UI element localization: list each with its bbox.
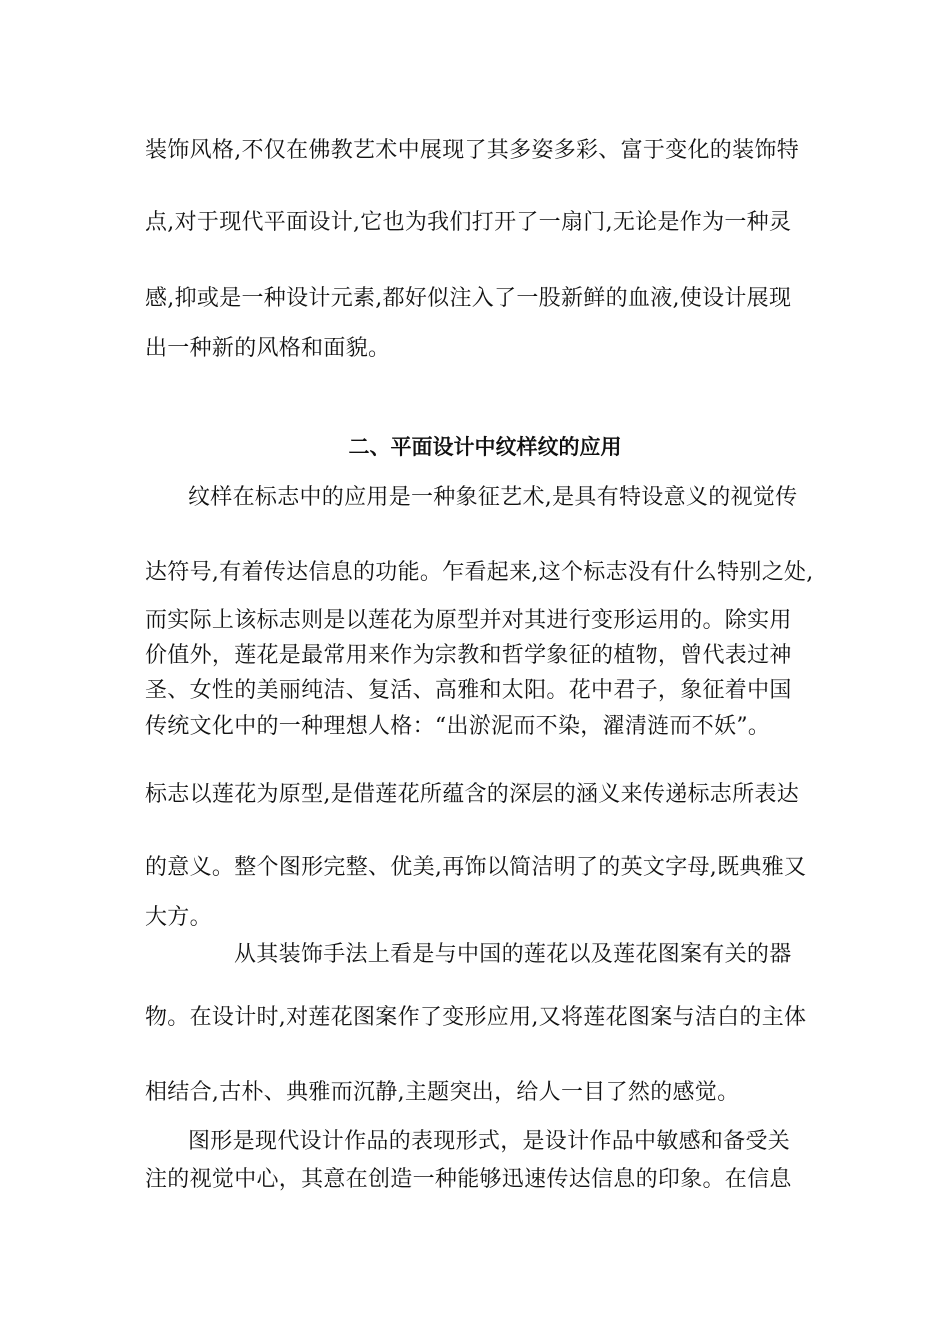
paragraph-line: 物。在设计时,对莲花图案作了变形应用,又将莲花图案与洁白的主体 <box>145 1005 807 1030</box>
section-heading: 二、平面设计中纹样纹的应用 <box>348 435 622 459</box>
paragraph-line: 出一种新的风格和面貌。 <box>145 336 391 361</box>
paragraph-line: 纹样在标志中的应用是一种象征艺术,是具有特设意义的视觉传 <box>188 485 798 510</box>
paragraph-line: 圣、女性的美丽纯洁、复活、高雅和太阳。花中君子，象征着中国 <box>145 678 792 703</box>
paragraph-line: 装饰风格,不仅在佛教艺术中展现了其多姿多彩、富于变化的装饰特 <box>145 138 799 163</box>
paragraph-line: 大方。 <box>145 905 212 930</box>
paragraph-line: 而实际上该标志则是以莲花为原型并对其进行变形运用的。除实用 <box>145 608 792 633</box>
paragraph-line: 相结合,古朴、典雅而沉静,主题突出，给人一目了然的感觉。 <box>145 1080 740 1105</box>
paragraph-line: 图形是现代设计作品的表现形式，是设计作品中敏感和备受关 <box>188 1129 791 1154</box>
paragraph-line: 达符号,有着传达信息的功能。乍看起来,这个标志没有什么特别之处, <box>145 560 814 585</box>
paragraph-line: 点,对于现代平面设计,它也为我们打开了一扇门,无论是作为一种灵 <box>145 210 792 235</box>
paragraph-line: 感,抑或是一种设计元素,都好似注入了一股新鲜的血液,使设计展现 <box>145 286 792 311</box>
paragraph-line: 传统文化中的一种理想人格：“出淤泥而不染，濯清涟而不妖”。 <box>145 714 771 739</box>
paragraph-line: 注的视觉中心，其意在创造一种能够迅速传达信息的印象。在信息 <box>145 1167 792 1192</box>
paragraph-line: 从其装饰手法上看是与中国的莲花以及莲花图案有关的器 <box>234 942 792 967</box>
paragraph-line: 的意义。整个图形完整、优美,再饰以简洁明了的英文字母,既典雅又 <box>145 855 807 880</box>
paragraph-line: 价值外，莲花是最常用来作为宗教和哲学象征的植物，曾代表过神 <box>145 643 792 668</box>
paragraph-line: 标志以莲花为原型,是借莲花所蕴含的深层的涵义来传递标志所表达 <box>145 782 799 807</box>
